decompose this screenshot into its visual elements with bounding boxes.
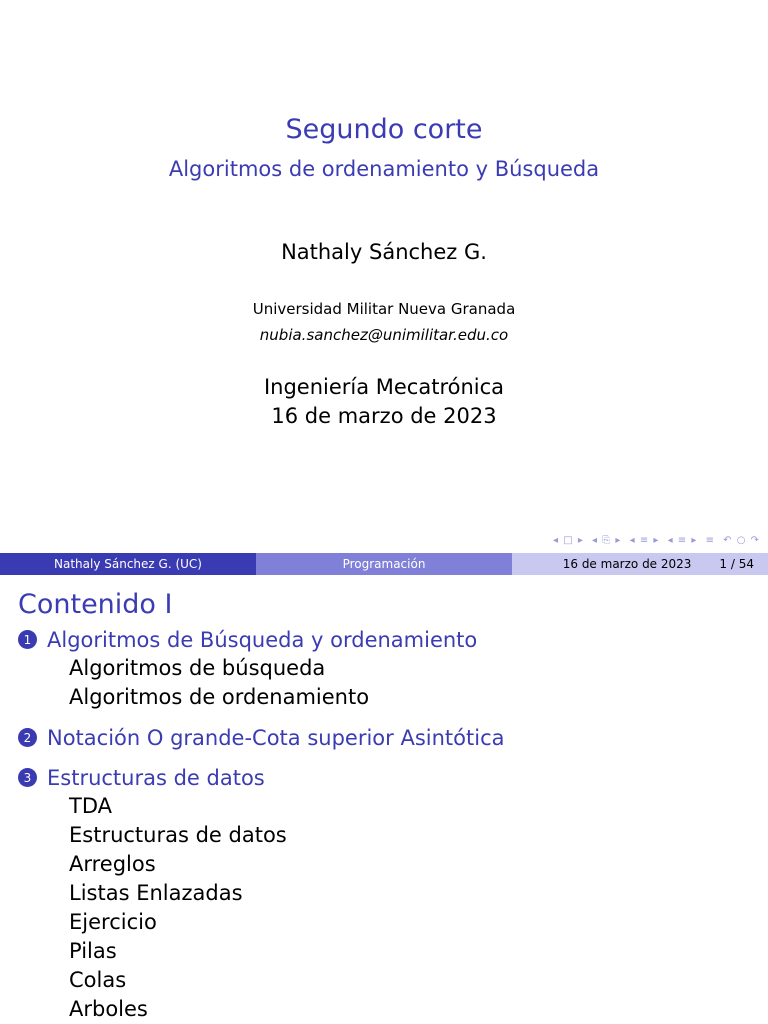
toc-section[interactable] — [18, 723, 504, 752]
toc-subsection[interactable]: Algoritmos de ordenamiento — [69, 685, 370, 709]
toc-subsection[interactable]: Ejercicio — [69, 910, 157, 934]
section-number-badge: 2 — [18, 728, 37, 747]
toc-subsection[interactable]: Arboles — [69, 997, 148, 1021]
footer-author: Nathaly Sánchez G. (UC) — [0, 553, 256, 575]
footer-date: 16 de marzo de 2023 — [562, 557, 692, 571]
toc-section[interactable] — [18, 625, 504, 654]
author-name: Nathaly Sánchez G. — [281, 240, 487, 264]
toc-section[interactable] — [18, 763, 504, 792]
author-email: nubia.sanchez@unimilitar.edu.co — [259, 326, 509, 344]
toc-subsection[interactable]: TDA — [69, 794, 112, 818]
footer-course: Programación — [256, 553, 512, 575]
section-number-badge: 1 — [18, 630, 37, 649]
slide-title: Segundo corte — [285, 114, 483, 145]
align-icon[interactable]: ≡ — [705, 535, 715, 546]
section-label: Estructuras de datos — [47, 765, 265, 790]
subsection-nav-icon[interactable]: ◂ ⎘ ▸ — [592, 535, 622, 546]
toc-subsection[interactable]: Algoritmos de búsqueda — [69, 656, 326, 680]
footer-page-number: 1 / 54 — [719, 557, 754, 571]
contents-slide — [0, 575, 768, 1024]
slide-footer — [0, 553, 768, 575]
toc-subsection[interactable]: Pilas — [69, 939, 117, 963]
section-label: Notación O grande-Cota superior Asintótica — [47, 725, 505, 750]
toc-subsection[interactable]: Listas Enlazadas — [69, 881, 243, 905]
presentation-date: 16 de marzo de 2023 — [271, 404, 497, 428]
department: Ingeniería Mecatrónica — [263, 375, 505, 399]
slide-subtitle: Algoritmos de ordenamiento y Búsqueda — [168, 157, 600, 181]
table-of-contents — [18, 625, 504, 1024]
footer-right — [512, 553, 768, 575]
contents-title: Contenido I — [18, 589, 173, 620]
frame-nav-icon[interactable]: ◂ □ ▸ — [553, 535, 584, 546]
section-label: Algoritmos de Búsqueda y ordenamiento — [47, 627, 478, 652]
beamer-navigation — [549, 535, 760, 546]
institution: Universidad Militar Nueva Granada — [252, 300, 516, 318]
section-nav-icon[interactable]: ◂ ≡ ▸ — [629, 535, 660, 546]
toc-subsection[interactable]: Colas — [69, 968, 127, 992]
toc-subsection[interactable]: Arreglos — [69, 852, 156, 876]
section-number-badge: 3 — [18, 768, 37, 787]
toc-subsection[interactable]: Estructuras de datos — [69, 823, 287, 847]
search-nav-icon[interactable]: ↶ ○ ↷ — [723, 535, 760, 546]
subsubsection-nav-icon[interactable]: ◂ ≡ ▸ — [667, 535, 698, 546]
